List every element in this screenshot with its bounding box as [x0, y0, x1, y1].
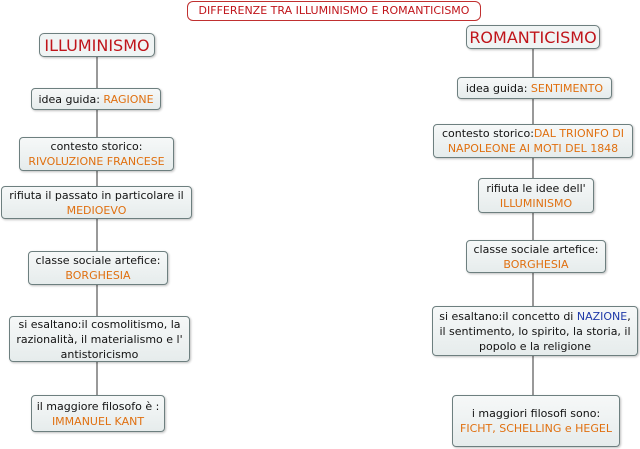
node-value: BORGHESIA: [503, 257, 569, 271]
node-value: DAL TRIONFO DI NAPOLEONE AI MOTI DEL 1848: [447, 127, 625, 155]
left-node-maggiore-filosofo: [31, 395, 165, 432]
right-node-contesto-storico: [433, 124, 633, 158]
node-label: rifiuta il passato in particolare il: [9, 188, 184, 202]
node-value: ILLUMINISMO: [499, 196, 573, 210]
left-node-rifiuta-passato: [1, 186, 192, 219]
node-value: IMMANUEL KANT: [51, 414, 145, 428]
right-node-maggiori-filosofi: [452, 395, 620, 447]
node-label: si esaltano:il concetto di: [439, 309, 574, 323]
node-label-continued: , il sentimento, lo spirito, la storia, il popolo e la religione: [439, 309, 631, 353]
right-node-rifiuta-idee: [478, 178, 594, 213]
node-label: idea guida:: [38, 92, 100, 106]
node-value: RIVOLUZIONE FRANCESE: [28, 155, 165, 168]
node-value: BORGHESIA: [65, 269, 131, 282]
node-value: NAZIONE: [576, 309, 628, 323]
node-label: classe sociale artefice:: [473, 242, 599, 256]
node-value: FICHT, SCHELLING e HEGEL: [460, 422, 612, 435]
left-node-si-esaltano: [9, 316, 190, 362]
heading-illuminismo: ILLUMINISMO: [39, 33, 155, 57]
node-value: SENTIMENTO: [530, 81, 604, 95]
diagram-title: DIFFERENZE TRA ILLUMINISMO E ROMANTICISMO: [187, 1, 481, 21]
right-node-si-esaltano: [432, 306, 638, 356]
node-label: classe sociale artefice:: [35, 254, 161, 267]
right-node-idea-guida: [457, 77, 612, 99]
node-label: rifiuta le idee dell': [486, 181, 586, 195]
right-node-classe-sociale: [466, 240, 606, 273]
node-value: MEDIOEVO: [66, 203, 127, 217]
node-label: i maggiori filosofi sono:: [471, 407, 601, 420]
left-node-classe-sociale: [28, 251, 168, 285]
node-label: si esaltano:il cosmolitismo, la razionalità, il materialismo e l' antistoricismo: [16, 317, 183, 361]
left-node-contesto-storico: [19, 137, 174, 171]
heading-romanticismo: ROMANTICISMO: [466, 25, 600, 49]
node-label: il maggiore filosofo è :: [36, 399, 160, 413]
node-label: contesto storico:: [50, 140, 143, 153]
node-value: RAGIONE: [103, 92, 154, 106]
left-node-idea-guida: [31, 88, 161, 110]
node-label: idea guida:: [465, 81, 528, 95]
node-label: contesto storico:: [441, 127, 534, 140]
